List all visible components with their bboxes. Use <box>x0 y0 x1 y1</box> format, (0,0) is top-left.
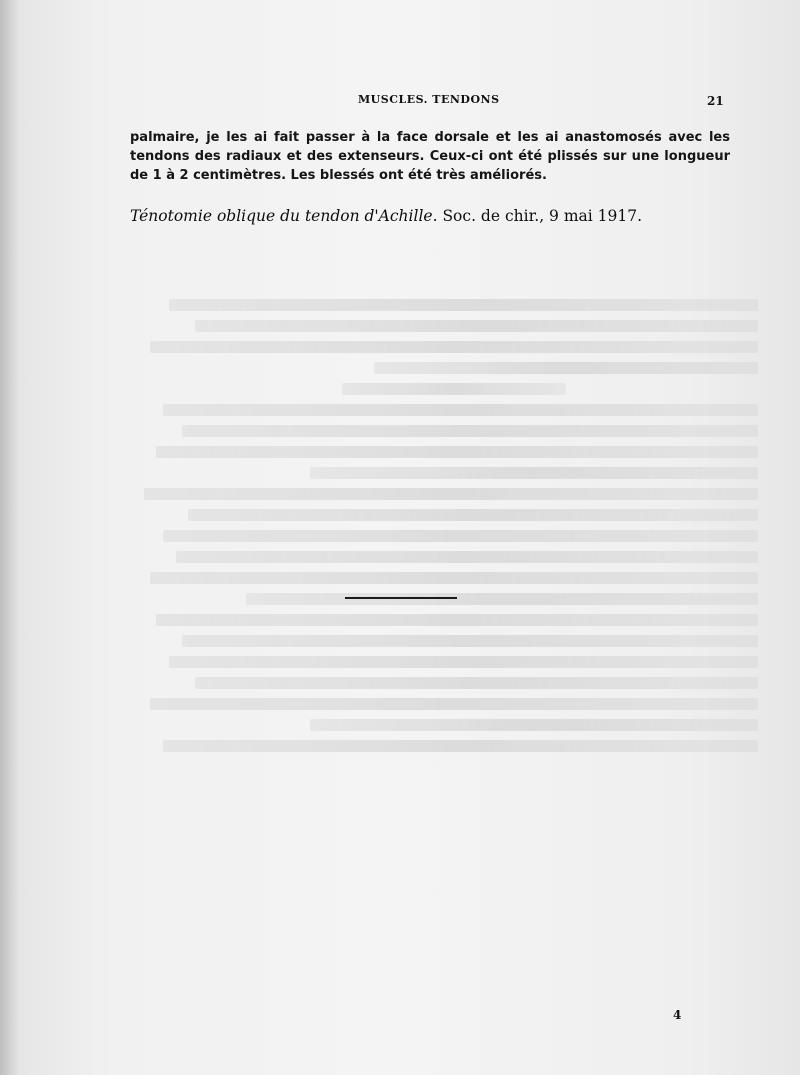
section-divider-rule <box>345 597 457 599</box>
page-edge-shadow <box>0 0 20 1075</box>
running-header-title: MUSCLES. TENDONS <box>358 93 500 106</box>
citation-entry <box>130 207 642 225</box>
body-paragraph: palmaire, je les ai fait passer à la face dorsale et les ai anastomosés avec les tendons des radiaux et des extenseurs. Ceux-ci ont été plissés sur une longueur de 1 à 2 centimètres. Les blessés ont été très améliorés. <box>130 130 730 183</box>
show-through-text <box>118 290 758 761</box>
page-number: 21 <box>707 94 724 108</box>
citation-title: Ténotomie oblique du tendon d'Achille. <box>130 207 438 225</box>
citation-source: Soc. de chir., 9 mai 1917. <box>437 207 643 225</box>
signature-mark: 4 <box>673 1008 682 1022</box>
